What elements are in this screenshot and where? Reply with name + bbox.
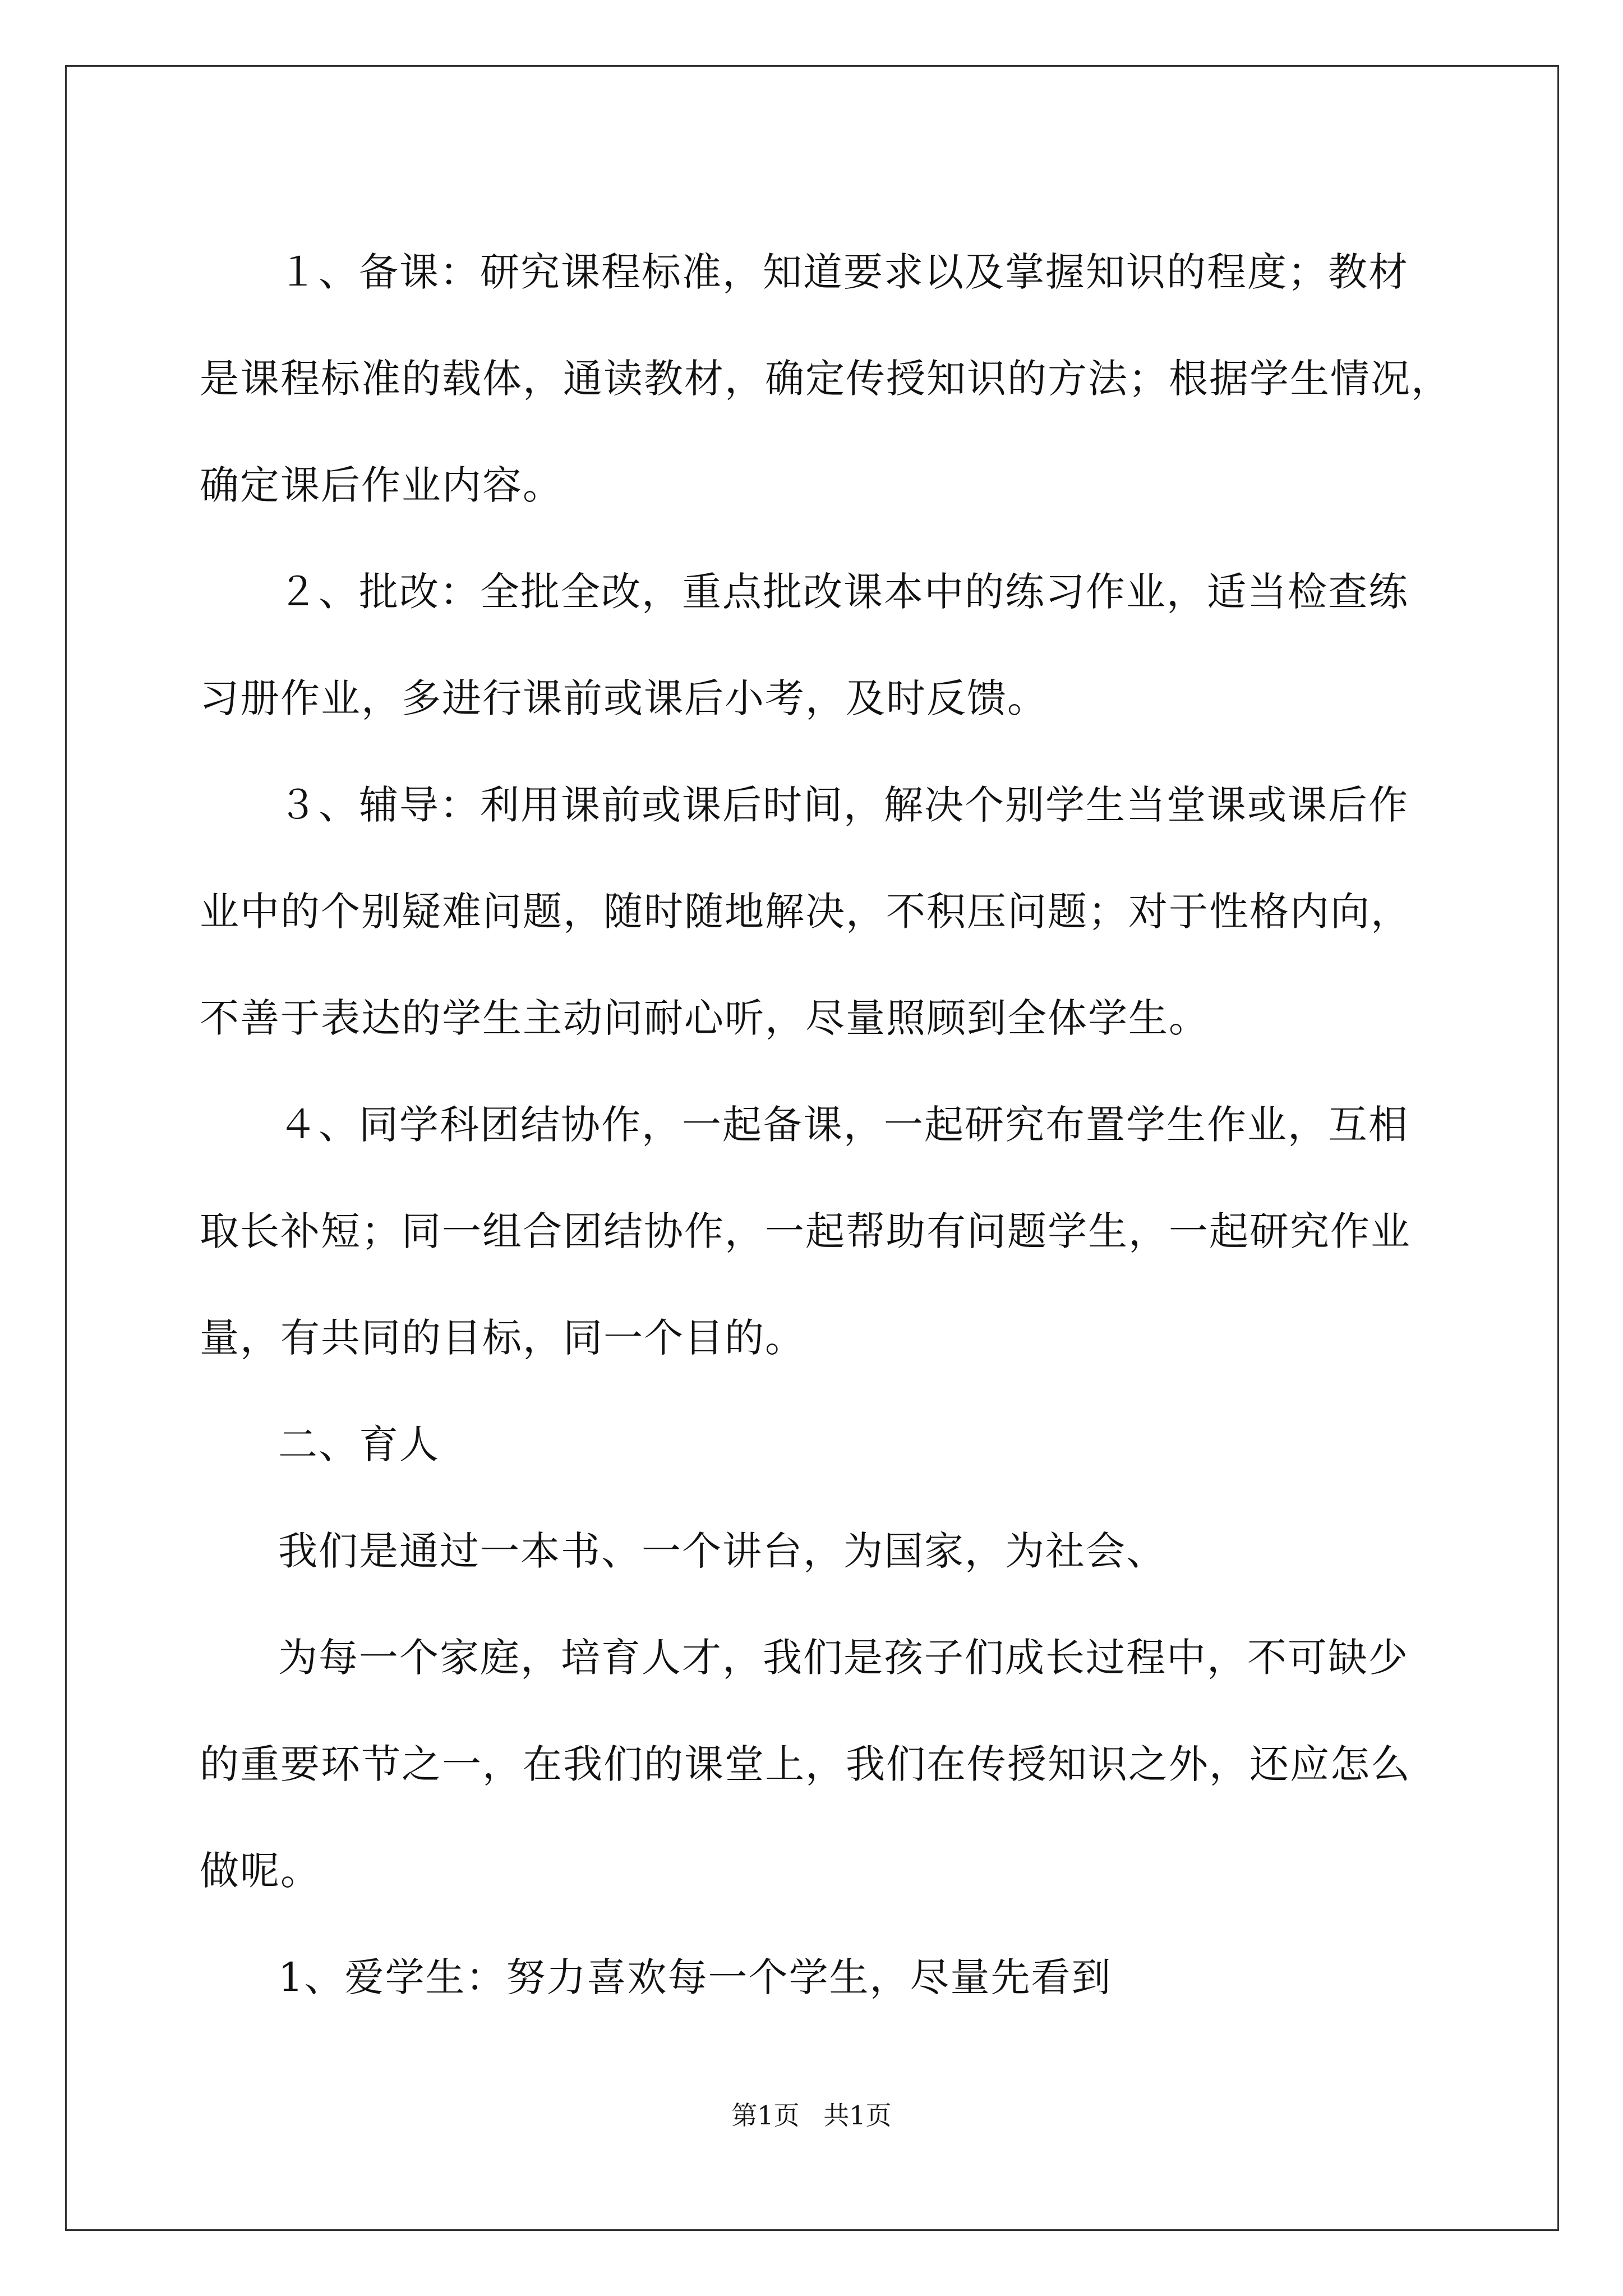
paragraph-1 <box>200 219 1451 539</box>
paragraph-line: 不善于表达的学生主动问耐心听，尽量照顾到全体学生。 <box>200 995 1209 1041</box>
paragraph-line: ４、同学科团结协作，一起备课，一起研究布置学生作业，互相 <box>278 1102 1409 1148</box>
paragraph-line: 业中的个别疑难问题，随时随地解决，不积压问题；对于性格内向， <box>200 889 1411 935</box>
paragraph-line: 量，有共同的目标，同一个目的。 <box>200 1315 805 1361</box>
paragraph-line: 1、爱学生：努力喜欢每一个学生，尽量先看到 <box>278 1954 1112 2000</box>
paragraph-5 <box>200 1498 1428 1604</box>
paragraph-line: 确定课后作业内容。 <box>200 462 563 508</box>
document-body <box>200 219 1451 2031</box>
paragraph-line: 我们是通过一本书、一个讲台，为国家，为社会、 <box>278 1528 1166 1574</box>
paragraph-3 <box>200 752 1428 1071</box>
paragraph-line: 的重要环节之一，在我们的课堂上，我们在传授知识之外，还应怎么 <box>200 1741 1411 1787</box>
paragraph-4 <box>200 1071 1428 1391</box>
paragraph-line: ２、批改：全批全改，重点批改课本中的练习作业，适当检查练 <box>278 569 1409 615</box>
paragraph-2 <box>200 539 1428 752</box>
paragraph-7 <box>200 1924 1428 2031</box>
paragraph-line: ３、辅导：利用课前或课后时间，解决个别学生当堂课或课后作 <box>278 782 1409 828</box>
page-footer <box>0 2095 1623 2132</box>
paragraph-line: 做呢。 <box>200 1848 321 1894</box>
paragraph-6 <box>200 1604 1428 1924</box>
paragraph-line: 是课程标准的载体，通读教材，确定传授知识的方法；根据学生情况， <box>200 356 1451 402</box>
paragraph-line: 取长补短；同一组合团结协作，一起帮助有问题学生，一起研究作业 <box>200 1208 1411 1254</box>
section-heading-text: 二、育人 <box>278 1421 440 1467</box>
page-total: 共1页 <box>823 2100 892 2131</box>
paragraph-line: 习册作业，多进行课前或课后小考，及时反馈。 <box>200 675 1048 721</box>
paragraph-line: 为每一个家庭，培育人才，我们是孩子们成长过程中，不可缺少 <box>278 1635 1409 1681</box>
section-heading <box>200 1391 1428 1498</box>
paragraph-line: １、备课：研究课程标准，知道要求以及掌握知识的程度；教材 <box>278 249 1409 295</box>
page-number: 第1页 <box>731 2100 800 2131</box>
